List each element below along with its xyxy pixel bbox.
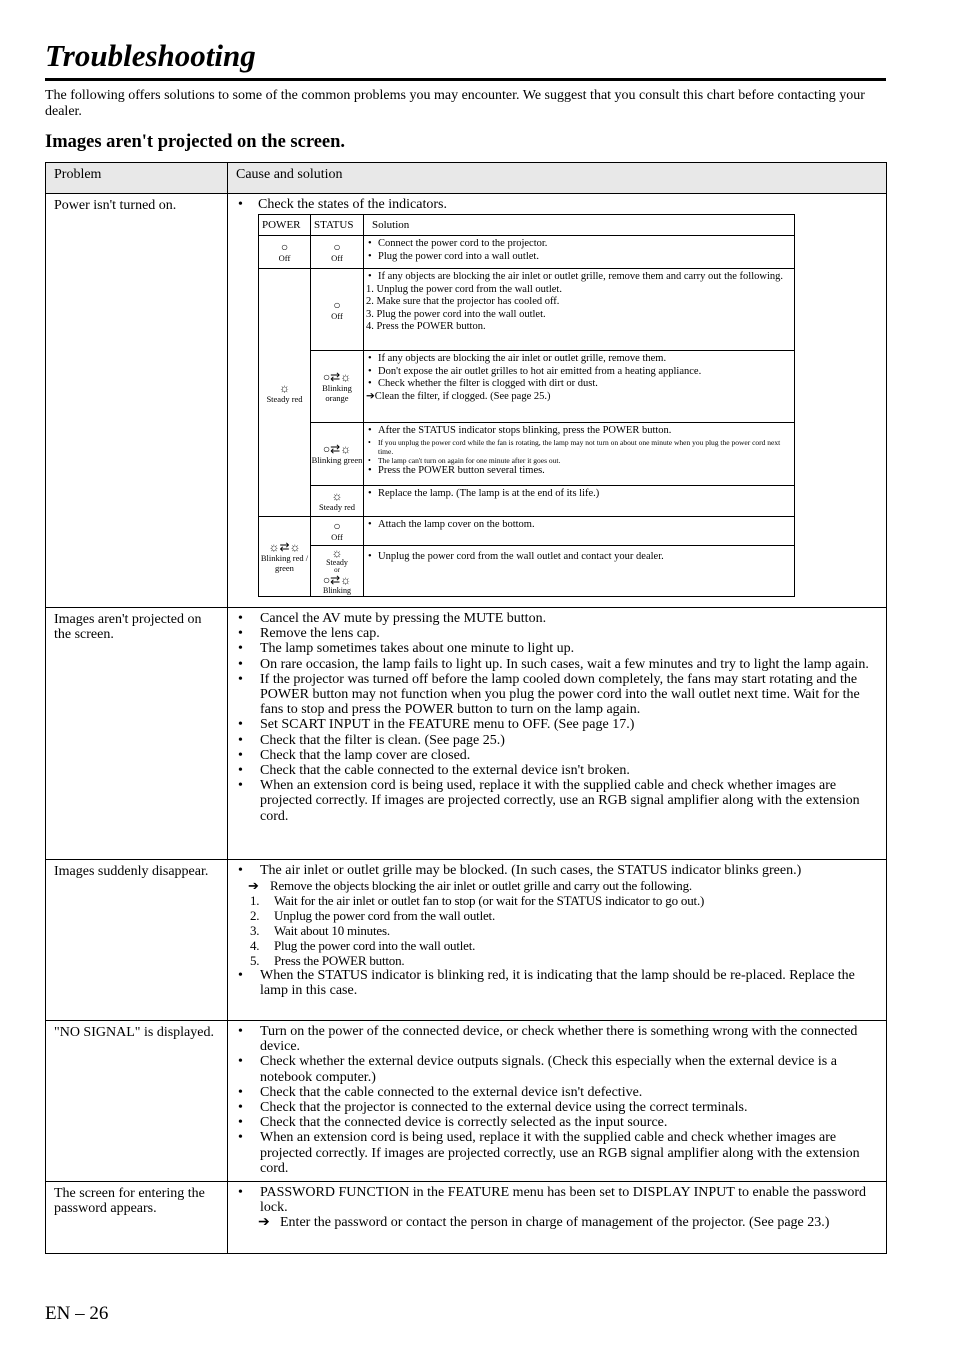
solution-cell: • Unplug the power cord from the wall outlet and contact your dealer. xyxy=(364,546,795,597)
list-item: • Check that the cable connected to the external device isn't broken. xyxy=(236,763,880,778)
table-row xyxy=(46,860,887,1021)
problem-cell: Power isn't turned on. xyxy=(46,194,228,608)
page-number: EN – 26 xyxy=(45,1303,109,1324)
solution-cell: • If any objects are blocking the air inlet or outlet grille, remove them. • Don't expose the air outlet grilles to hot air emitted from a heating appliance. • Check whether the filter is clogged with dirt or dust. ➔Clean the filter, if clogged. (See page 25.) xyxy=(364,351,795,423)
indicator-row xyxy=(259,351,795,423)
table-row xyxy=(46,194,887,608)
list-item: • Check whether the external device outputs signals. (Check this especially when the external device is a notebook computer.) xyxy=(236,1054,880,1084)
lamp-blink-icon: ○⇄☼ xyxy=(322,442,352,457)
cause-cell xyxy=(228,860,887,1021)
lamp-blink-icon: ○⇄☼ xyxy=(322,573,352,588)
cause-column-header: Cause and solution xyxy=(228,163,887,194)
solution-cell: • Replace the lamp. (The lamp is at the end of its life.) xyxy=(364,486,795,517)
list-item: • PASSWORD FUNCTION in the FEATURE menu has been set to DISPLAY INPUT to enable the password lock. xyxy=(236,1185,880,1215)
problem-cell: "NO SIGNAL" is displayed. xyxy=(46,1021,228,1182)
status-off-indicator: ○ Off xyxy=(311,269,364,351)
solution-cell: • Connect the power cord to the projector. • Plug the power cord into a wall outlet. xyxy=(364,236,795,269)
page-title: Troubleshooting xyxy=(45,38,256,73)
status-steady-or-blinking-indicator: ☼ Steady or ○⇄☼ Blinking xyxy=(311,546,364,597)
status-blinking-green-indicator: ○⇄☼ Blinking green xyxy=(311,423,364,486)
solution-cell: • Attach the lamp cover on the bottom. xyxy=(364,517,795,546)
problem-cell: Images suddenly disappear. xyxy=(46,860,228,1021)
section-heading: Images aren't projected on the screen. xyxy=(45,132,346,152)
list-item: • When an extension cord is being used, replace it with the supplied cable and check whether images are projected correctly. If images are projected correctly, use an RGB signal amplifier along with the extension cord. xyxy=(236,1130,880,1176)
table-row xyxy=(46,1182,887,1254)
numbered-step: 5. Press the POWER button. xyxy=(250,953,405,969)
status-blinking-orange-indicator: ○⇄☼ Blinking orange xyxy=(311,351,364,423)
lamp-blink-icon: ☼⇄☼ xyxy=(268,539,301,554)
numbered-step: 4. Plug the power cord into the wall outlet. xyxy=(250,938,476,954)
numbered-step: 2. Unplug the power cord from the wall outlet. xyxy=(250,908,496,924)
list-item: • Check that the lamp cover are closed. xyxy=(236,748,880,763)
lamp-on-icon: ☼ xyxy=(279,380,290,395)
solution-header: Solution xyxy=(364,215,795,236)
cause-cell xyxy=(228,194,887,608)
list-item: • When the STATUS indicator is blinking red, it is indicating that the lamp should be re-placed. Replace the lamp in this case. xyxy=(236,968,880,998)
arrow-icon: ➔ xyxy=(248,878,259,894)
power-off-indicator: ○ Off xyxy=(259,236,311,269)
indicator-row xyxy=(259,269,795,351)
indicator-row xyxy=(259,486,795,517)
list-item: • The lamp sometimes takes about one minute to light up. xyxy=(236,641,880,656)
status-off-indicator: ○ Off xyxy=(311,236,364,269)
indicator-header-row xyxy=(259,215,795,236)
status-header: STATUS xyxy=(311,215,364,236)
list-item: • Check that the filter is clean. (See page 25.) xyxy=(236,733,880,748)
power-steady-red-indicator: ☼ Steady red xyxy=(259,269,311,517)
power-header: POWER xyxy=(259,215,311,236)
list-item: • Check that the projector is connected to the external device using the correct terminals. xyxy=(236,1100,880,1115)
table-row xyxy=(46,1021,887,1182)
indicator-row xyxy=(259,546,795,597)
table-header-row xyxy=(46,163,887,194)
lamp-blink-icon: ○⇄☼ xyxy=(322,369,352,384)
problem-cell: Images aren't projected on the screen. xyxy=(46,608,228,860)
lamp-off-icon: ○ xyxy=(333,519,341,534)
check-indicators-item: • Check the states of the indicators. xyxy=(238,197,447,212)
solution-cell: • If any objects are blocking the air inlet or outlet grille, remove them and carry out the following. 1. Unplug the power cord from the wall outlet. 2. Make sure that the projector has cooled off. 3. Plug the power cord into the wall outlet. 4. Press the POWER button. xyxy=(364,269,795,351)
list-item: • Turn on the power of the connected device, or check whether there is something wrong with the connected device. xyxy=(236,1024,880,1054)
lamp-off-icon: ○ xyxy=(280,240,289,255)
list-item: • When an extension cord is being used, replace it with the supplied cable and check whether images are projected correctly. If images are projected correctly, use an RGB signal amplifier along with the extension cord. xyxy=(236,778,880,824)
list-item: • Remove the lens cap. xyxy=(236,626,880,641)
lamp-off-icon: ○ xyxy=(333,297,341,312)
intro-paragraph: The following offers solutions to some of the common problems you may encounter. We suggest that you consult this chart before contacting your dealer. xyxy=(45,88,865,119)
cause-cell xyxy=(228,1021,887,1182)
list-item: • The air inlet or outlet grille may be blocked. (In such cases, the STATUS indicator blinks green.) xyxy=(236,863,880,878)
arrow-note: ➔ Enter the password or contact the person in charge of management of the projector. (See page 23.) xyxy=(258,1215,830,1231)
cause-cell xyxy=(228,608,887,860)
troubleshooting-table xyxy=(45,162,887,1254)
indicator-row xyxy=(259,423,795,486)
table-row xyxy=(46,608,887,860)
lamp-on-icon: ☼ xyxy=(331,489,343,504)
lamp-on-icon: ☼ xyxy=(331,546,343,561)
list-item: • Check that the connected device is correctly selected as the input source. xyxy=(236,1115,880,1130)
list-item: • Cancel the AV mute by pressing the MUTE button. xyxy=(236,611,880,626)
indicator-row xyxy=(259,517,795,546)
list-item: • Set SCART INPUT in the FEATURE menu to OFF. (See page 17.) xyxy=(236,717,880,732)
lamp-off-icon: ○ xyxy=(333,240,341,255)
problem-cell: The screen for entering the password appears. xyxy=(46,1182,228,1254)
cause-cell xyxy=(228,1182,887,1254)
numbered-step: 3. Wait about 10 minutes. xyxy=(250,923,390,939)
problem-column-header: Problem xyxy=(46,163,228,194)
list-item: • Check that the cable connected to the external device isn't defective. xyxy=(236,1085,880,1100)
numbered-step: 1. Wait for the air inlet or outlet fan to stop (or wait for the STATUS indicator to go out.) xyxy=(250,893,705,909)
list-item: • If the projector was turned off before the lamp cooled down completely, the fans may start rotating and the POWER button may not function when you plug the power cord into the wall outlet next time. Wait for the fans to stop and press the POWER button to turn on the lamp again. xyxy=(236,672,880,718)
list-item: • On rare occasion, the lamp fails to light up. In such cases, wait a few minutes and try to light the lamp again. xyxy=(236,657,880,672)
arrow-icon: ➔ xyxy=(258,1215,270,1231)
status-steady-red-indicator: ☼ Steady red xyxy=(311,486,364,517)
power-blinking-red-green-indicator: ☼⇄☼ Blinking red / green xyxy=(259,517,311,597)
arrow-note: ➔ Remove the objects blocking the air inlet or outlet grille and carry out the following. xyxy=(248,878,692,894)
indicator-table xyxy=(258,214,795,597)
solution-cell: • After the STATUS indicator stops blinking, press the POWER button. • If you unplug the power cord while the fan is rotating, the lamp may not turn on about one minute when you plug the power cord next time. • The lamp can't turn on again for one minute after it goes out. • Press the POWER button several times. xyxy=(364,423,795,486)
status-off-indicator: ○ Off xyxy=(311,517,364,546)
indicator-row xyxy=(259,236,795,269)
title-rule xyxy=(45,78,886,81)
